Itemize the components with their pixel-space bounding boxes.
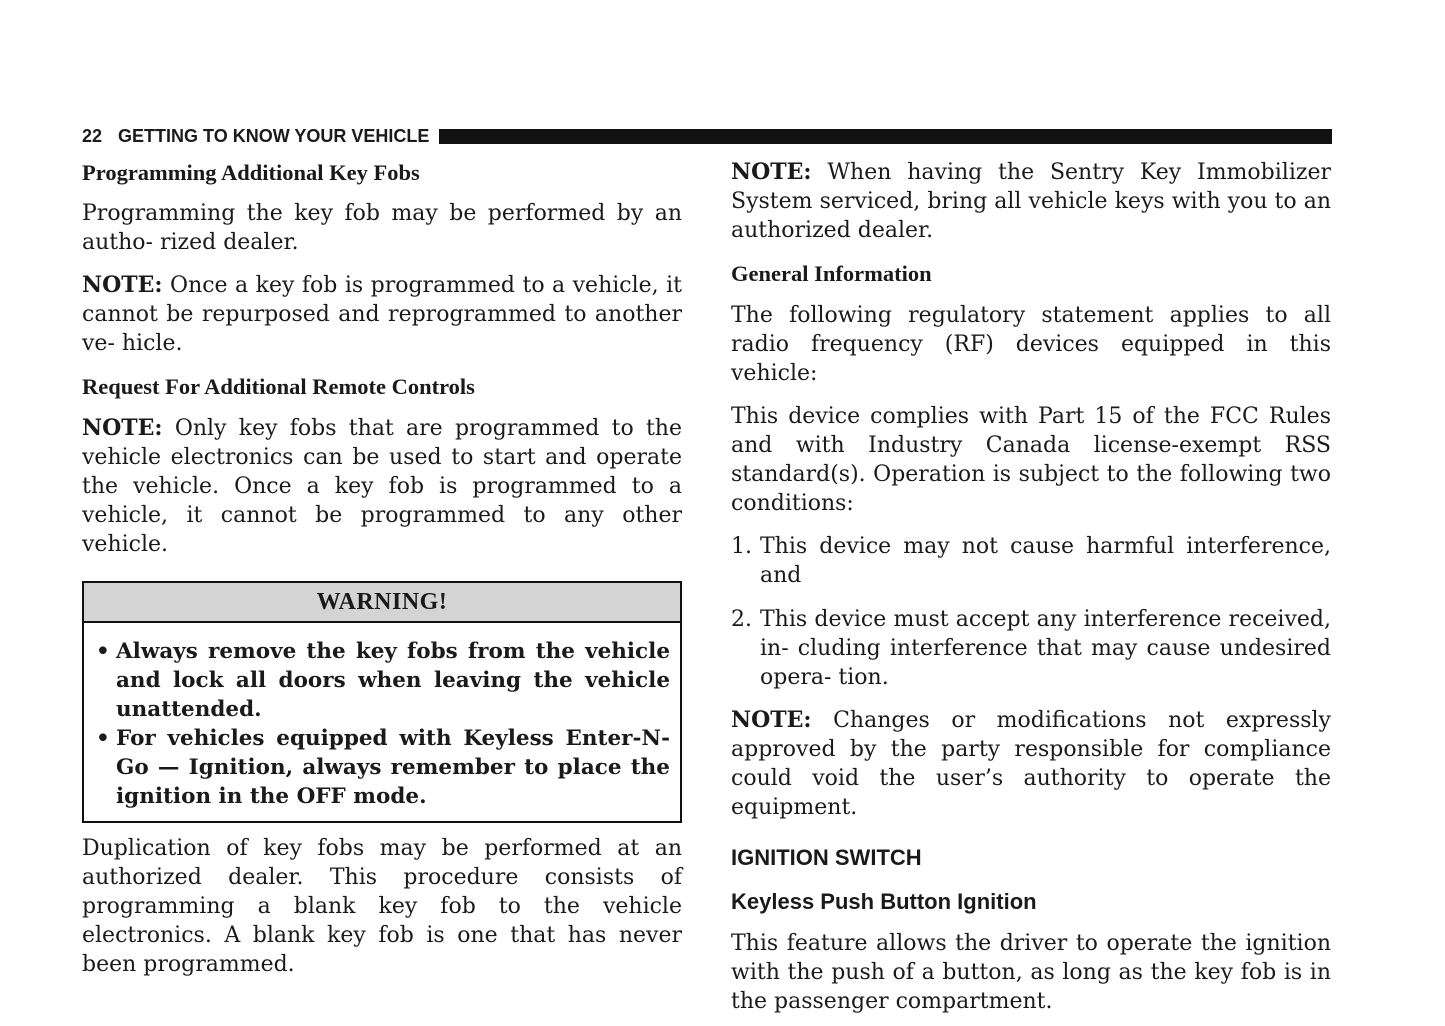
paragraph-fcc: This device complies with Part 15 of the FCC Rules and with Industry Canada license-exempt RSS standard(s). Operation is subject to the following two conditions: <box>731 404 1331 516</box>
warning-title: WARNING! <box>84 583 680 623</box>
paragraph-duplication: Duplication of key fobs may be performed at an authorized dealer. This procedure consists of programming a blank key fob to the vehicle electronics. A blank key fob is one that has never been programmed. <box>82 836 682 977</box>
heading-programming-key-fobs: Programming Additional Key Fobs <box>82 160 420 185</box>
left-column <box>82 158 682 979</box>
header-rule <box>439 129 1332 144</box>
section-title: GETTING TO KNOW YOUR VEHICLE <box>118 125 430 146</box>
right-column <box>731 158 1331 1016</box>
page-header <box>82 126 1332 146</box>
note-text: Once a key fob is programmed to a vehicle, it cannot be repurposed and reprogrammed to another ve- hicle. <box>82 273 682 356</box>
page-number: 22 <box>82 125 103 146</box>
bullet-icon: • <box>96 639 110 664</box>
list-item: 2. This device must accept any interference received, in- cluding interference that may cause undesired opera- tion. <box>731 607 1331 690</box>
heading-request-remote-controls: Request For Additional Remote Controls <box>82 374 475 399</box>
note-changes <box>731 706 1331 822</box>
note-text: Only key fobs that are programmed to the vehicle electronics can be used to start and operate the vehicle. Once a key fob is programmed to a vehicle, it cannot be programmed to any other vehicle. <box>82 416 682 557</box>
heading-general-information: General Information <box>731 261 932 286</box>
warning-item: • For vehicles equipped with Keyless Enter-N-Go — Ignition, always remember to place the ignition in the OFF mode. <box>96 726 670 809</box>
paragraph-keyless: This feature allows the driver to operate the ignition with the push of a button, as long as the key fob is in the passenger compartment. <box>731 931 1331 1014</box>
note-text: When having the Sentry Key Immobilizer System serviced, bring all vehicle keys with you to an authorized dealer. <box>731 160 1331 243</box>
note-label: NOTE: <box>82 415 163 441</box>
note-sentry-key <box>731 158 1331 245</box>
warning-list <box>84 623 680 821</box>
note-label: NOTE: <box>731 707 812 733</box>
note-only-programmed <box>82 414 682 559</box>
bullet-icon: • <box>96 726 110 751</box>
note-label: NOTE: <box>731 159 812 185</box>
conditions-list <box>731 532 1331 692</box>
paragraph-regulatory: The following regulatory statement applies to all radio frequency (RF) devices equipped in this vehicle: <box>731 303 1331 386</box>
paragraph-programming: Programming the key fob may be performed by an autho- rized dealer. <box>82 201 682 255</box>
warning-box <box>82 581 682 823</box>
heading-keyless-push-button: Keyless Push Button Ignition <box>731 889 1037 914</box>
warning-item: • Always remove the key fobs from the vehicle and lock all doors when leaving the vehicle unattended. <box>96 639 670 722</box>
note-label: NOTE: <box>82 272 163 298</box>
note-repurpose <box>82 271 682 358</box>
heading-ignition-switch: IGNITION SWITCH <box>731 845 922 870</box>
list-item: 1. This device may not cause harmful interference, and <box>731 534 1331 588</box>
note-text: Changes or modifications not expressly approved by the party responsible for compliance could void the user’s authority to operate the equipment. <box>731 708 1331 820</box>
